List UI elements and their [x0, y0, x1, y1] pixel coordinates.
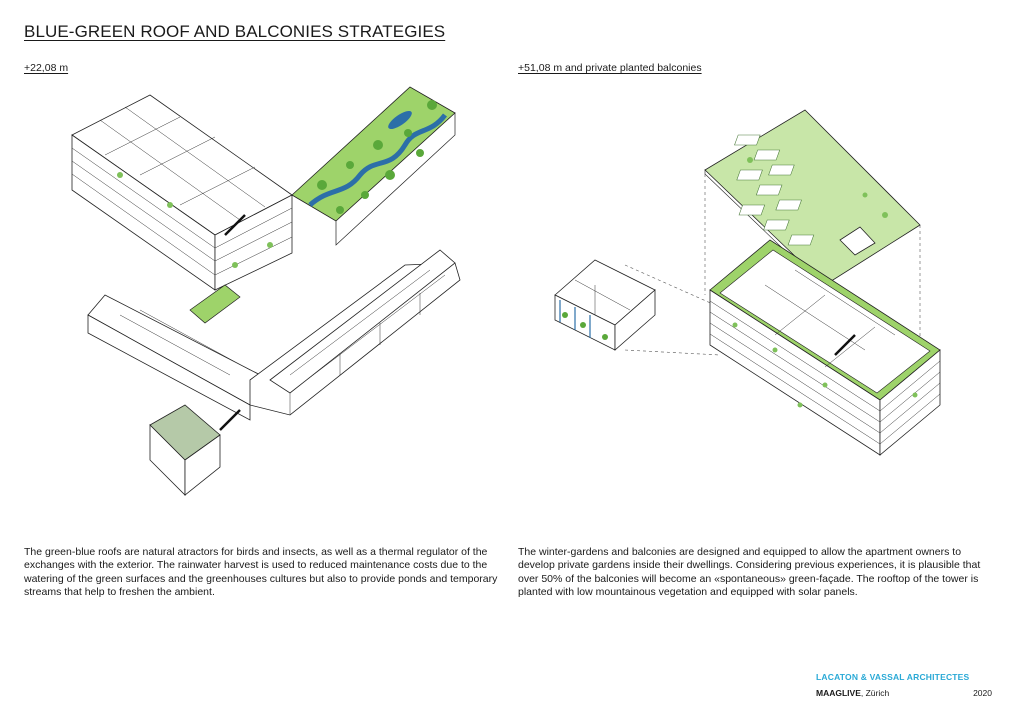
- project-line: [816, 688, 996, 698]
- upper-building: [72, 95, 292, 290]
- project-year: 2020: [973, 688, 992, 698]
- rooftop-solar-garden: [705, 110, 920, 289]
- left-caption: The green-blue roofs are natural atractors for birds and insects, as well as a thermal regulator of the exchanges with the exterior. The rainwater harvest is used to reduced maintenance costs due to the watering of the green surfaces and the greenhouses cultures but also to provide ponds and temporary streams that help to freshen the ambient.: [24, 546, 498, 599]
- right-axonometric-drawing: [535, 75, 955, 465]
- courtyard-garden: [190, 285, 240, 323]
- project-name: MAAGLIVE: [816, 688, 861, 698]
- green-blue-roof: [292, 87, 455, 245]
- page-title: BLUE-GREEN ROOF AND BALCONIES STRATEGIES: [24, 22, 446, 41]
- left-axonometric-drawing: [60, 75, 480, 505]
- credits-block: [816, 672, 996, 698]
- right-level-label: +51,08 m and private planted balconies: [518, 62, 702, 74]
- project-city: , Zürich: [860, 688, 890, 698]
- lower-building: [88, 250, 460, 495]
- left-level-label: +22,08 m: [24, 62, 69, 74]
- right-caption: The winter-gardens and balconies are designed and equipped to allow the apartment owners to develop private gardens inside their dwellings. Considering previous experiences, it is plausible that over 50% of the balconies will become an «spontaneous» green-façade. The rooftop of the tower is planted with low mountainous vegetation and equipped with solar panels.: [518, 546, 981, 599]
- apartment-detail: [555, 260, 655, 350]
- firm-name: LACATON & VASSAL ARCHITECTES: [816, 672, 970, 682]
